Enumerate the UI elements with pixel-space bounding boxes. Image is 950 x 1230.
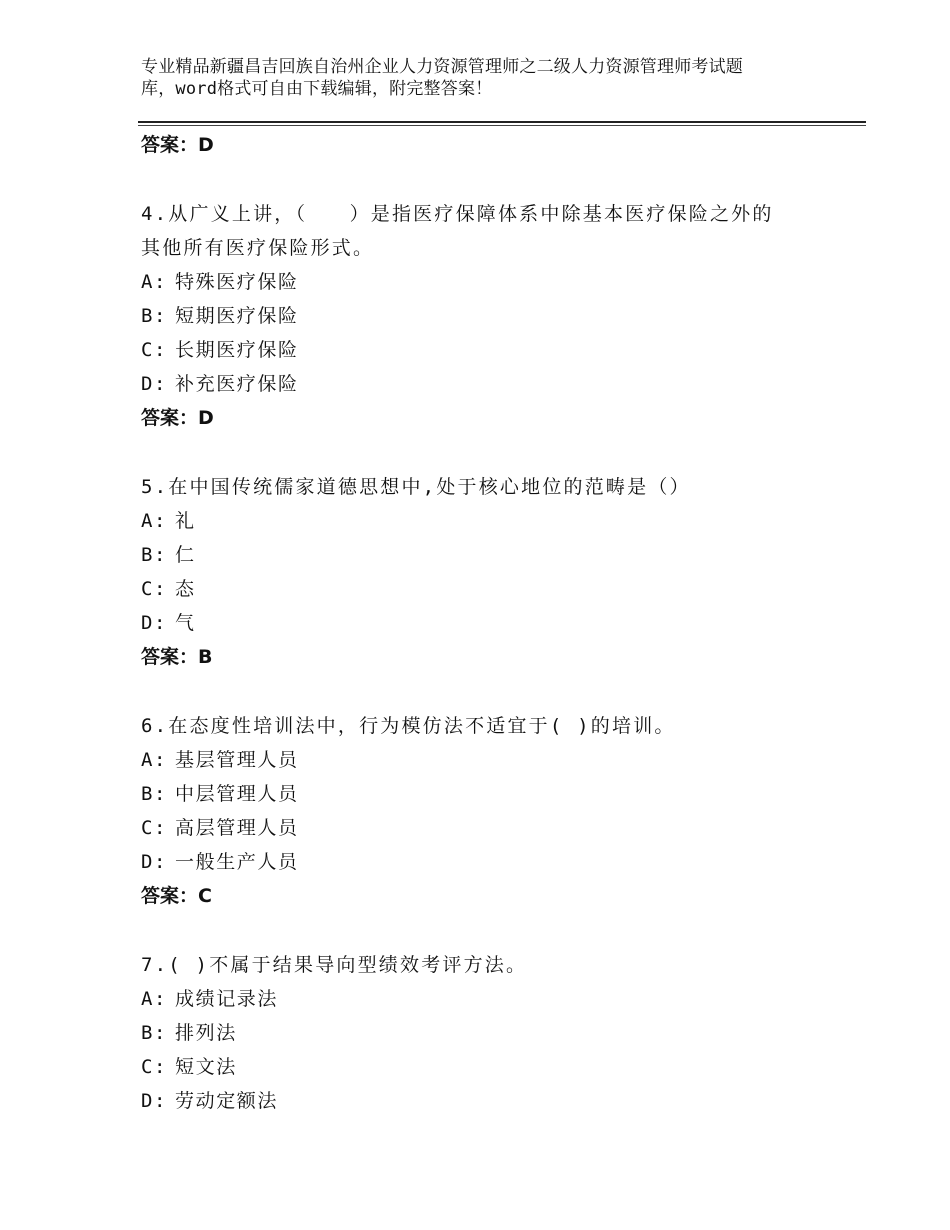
option-text: 补充医疗保险 [175, 373, 299, 395]
option-a [141, 982, 841, 1016]
option-c [141, 1050, 841, 1084]
option-letter: D: [141, 612, 168, 634]
question-text-line-2: 其他所有医疗保险形式。 [141, 237, 375, 259]
option-text: 劳动定额法 [175, 1090, 279, 1112]
option-letter: C: [141, 817, 168, 839]
option-text: 一般生产人员 [175, 851, 299, 873]
option-a [141, 265, 841, 299]
answer-line: 答案：C [141, 885, 212, 907]
header-rule-thin [138, 125, 866, 126]
option-c [141, 333, 841, 367]
option-text: 礼 [175, 510, 196, 532]
option-letter: C: [141, 578, 168, 600]
answer-line: 答案：D [141, 407, 214, 429]
answer-line: 答案：B [141, 646, 213, 668]
header-line-2: 库，word格式可自由下载编辑，附完整答案！ [141, 79, 493, 99]
option-text: 短期医疗保险 [175, 305, 299, 327]
option-text: 仁 [175, 544, 196, 566]
option-text: 长期医疗保险 [175, 339, 299, 361]
question-text-line-1: 5.在中国传统儒家道德思想中,处于核心地位的范畴是（） [141, 476, 691, 498]
question-list [141, 128, 841, 1118]
document-header [141, 56, 821, 100]
option-letter: A: [141, 749, 168, 771]
question-7 [141, 948, 841, 1118]
option-letter: B: [141, 544, 168, 566]
option-text: 短文法 [175, 1056, 237, 1078]
question-5 [141, 470, 841, 674]
option-letter: B: [141, 305, 168, 327]
option-letter: B: [141, 783, 168, 805]
question-6 [141, 709, 841, 913]
option-text: 特殊医疗保险 [175, 271, 299, 293]
option-letter: C: [141, 339, 168, 361]
option-text: 排列法 [175, 1022, 237, 1044]
option-d [141, 845, 841, 879]
option-letter: B: [141, 1022, 168, 1044]
option-letter: A: [141, 988, 168, 1010]
option-b [141, 1016, 841, 1050]
option-letter: D: [141, 851, 168, 873]
option-d [141, 367, 841, 401]
header-line-1: 专业精品新疆昌吉回族自治州企业人力资源管理师之二级人力资源管理师考试题 [141, 57, 743, 77]
question-text-line-1: 7.( )不属于结果导向型绩效考评方法。 [141, 954, 528, 976]
previous-answer: 答案：D [141, 134, 214, 156]
option-d [141, 1084, 841, 1118]
option-a [141, 504, 841, 538]
question-4 [141, 197, 841, 435]
option-letter: D: [141, 373, 168, 395]
option-text: 中层管理人员 [175, 783, 299, 805]
option-c [141, 572, 841, 606]
option-c [141, 811, 841, 845]
option-letter: D: [141, 1090, 168, 1112]
option-letter: A: [141, 271, 168, 293]
option-text: 态 [175, 578, 196, 600]
header-rule-thick [138, 121, 866, 123]
option-letter: C: [141, 1056, 168, 1078]
option-d [141, 606, 841, 640]
option-text: 基层管理人员 [175, 749, 299, 771]
option-text: 气 [175, 612, 196, 634]
option-a [141, 743, 841, 777]
option-text: 成绩记录法 [175, 988, 279, 1010]
question-text-line-1: 4.从广义上讲，（ ）是指医疗保障体系中除基本医疗保险之外的 [141, 203, 774, 225]
option-b [141, 777, 841, 811]
option-letter: A: [141, 510, 168, 532]
option-text: 高层管理人员 [175, 817, 299, 839]
option-b [141, 538, 841, 572]
option-b [141, 299, 841, 333]
question-text-line-1: 6.在态度性培训法中，行为模仿法不适宜于( )的培训。 [141, 715, 676, 737]
